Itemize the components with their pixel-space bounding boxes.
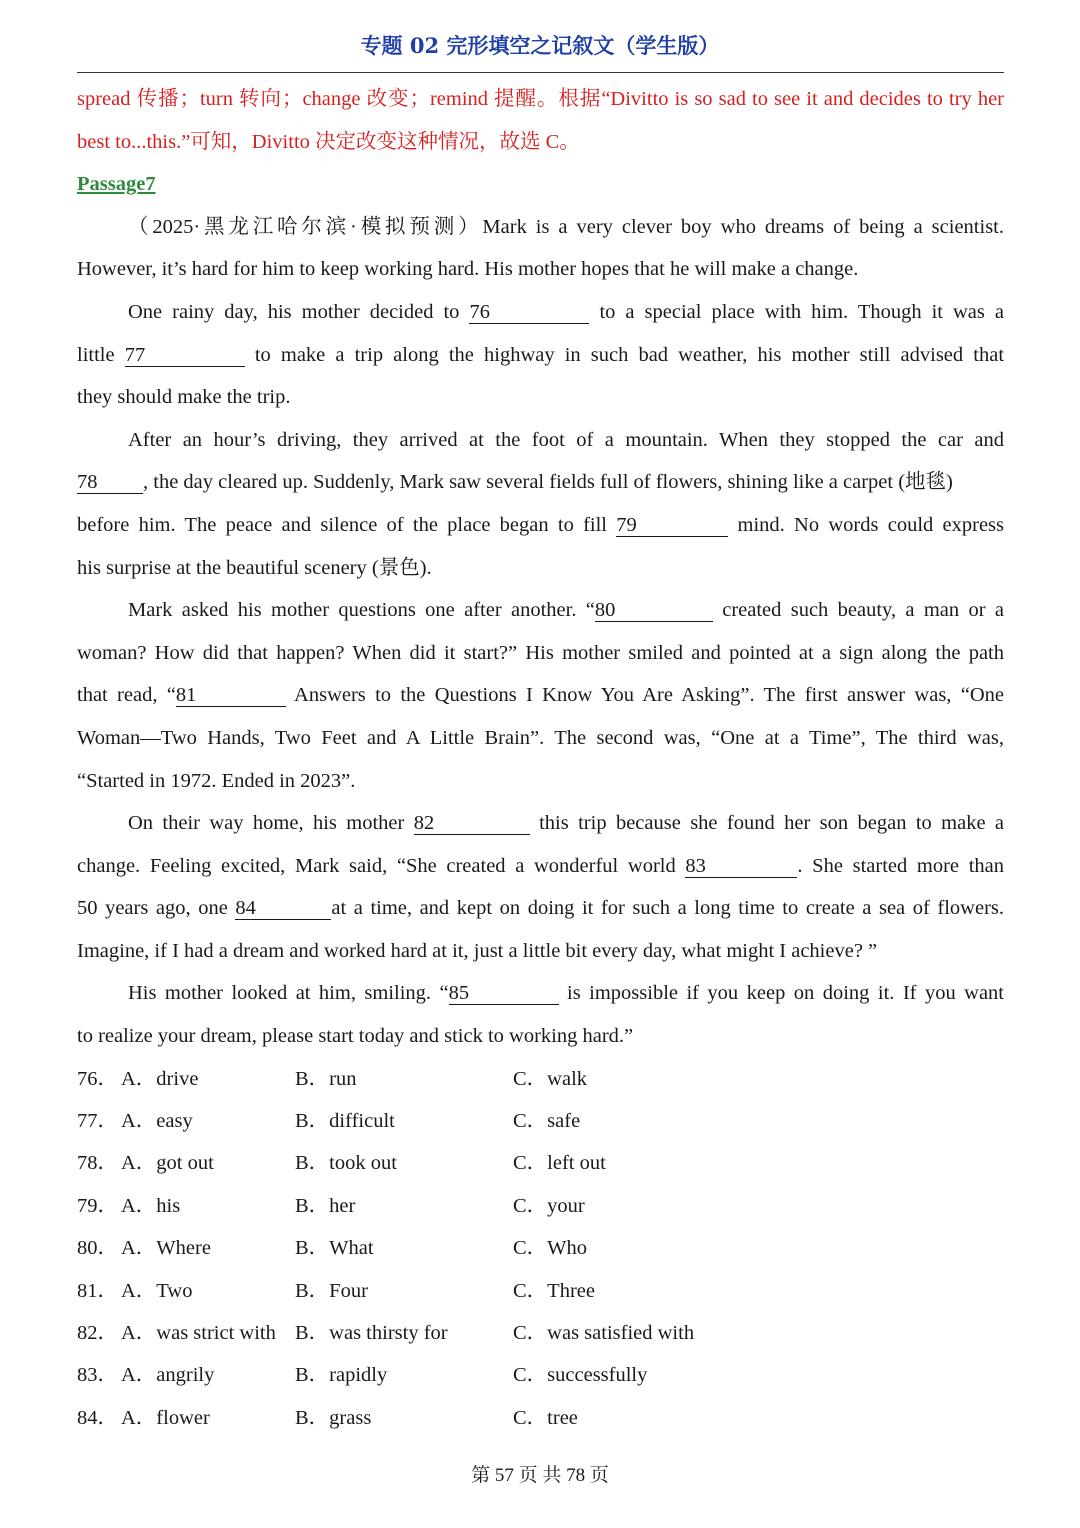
paragraph-5-line-2: change. Feeling excited, Mark said, “She created a wonderful world 83 . She started more than [77,854,1004,877]
option-c[interactable]: C．Who [513,1237,588,1260]
paragraph-5-line-1: On their way home, his mother 82 this trip because she found her son began to make a [128,812,1005,835]
paragraph-2-line-1: One rainy day, his mother decided to 76 to a special place with him. Though it was a [128,300,1004,323]
paragraph-4-line-3: that read, “81 Answers to the Questions I Know You Are Asking”. The first answer was, “One [77,684,1004,707]
option-row: 82． A．was strict with B．was thirsty for C．was satisfied with [77,1312,1004,1354]
paragraph-3-line-1: After an hour’s driving, they arrived at the foot of a mountain. When they stopped the car and [128,428,1004,451]
option-row: 79． A．his B．her C．your [77,1185,1004,1227]
option-a[interactable]: A．got out [121,1152,214,1175]
options-list [77,1058,1004,1440]
paragraph-3-line-4: his surprise at the beautiful scenery (景色). [77,556,432,579]
option-a[interactable]: A．was strict with [121,1322,276,1344]
blank-77[interactable]: 77 [125,344,245,367]
paragraph-4-line-4: Woman—Two Hands, Two Feet and A Little Brain”. The second was, “One at a Time”, The third was, [77,726,1004,749]
blank-81[interactable]: 81 [176,684,286,707]
option-b[interactable]: B．her [295,1194,356,1217]
option-b[interactable]: B．difficult [295,1110,395,1133]
option-row: 84． A．flower B．grass C．tree [77,1397,1004,1439]
option-a[interactable]: A．drive [121,1067,199,1090]
header-divider [77,72,1004,73]
option-a[interactable]: A．Two [121,1279,193,1302]
option-b[interactable]: B．was thirsty for [295,1322,448,1344]
option-a[interactable]: A．flower [121,1406,210,1429]
option-c[interactable]: C．your [513,1194,585,1217]
option-c[interactable]: C．successfully [513,1364,648,1387]
option-b[interactable]: B．What [295,1237,374,1260]
blank-83[interactable]: 83 [685,855,797,878]
paragraph-4-line-5: “Started in 1972. Ended in 2023”. [77,769,356,792]
paragraph-1-line-1: （2025·黑龙江哈尔滨·模拟预测）Mark is a very clever boy who dreams of being a scientist. [128,215,1004,238]
passage-label: Passage7 [77,173,156,196]
option-row: 80． A．Where B．What C．Who [77,1227,1004,1269]
option-c[interactable]: C．was satisfied with [513,1322,695,1344]
page-number: 第 57 页 共 78 页 [471,1465,609,1486]
blank-85[interactable]: 85 [449,982,559,1005]
option-row: 83． A．angrily B．rapidly C．successfully [77,1354,1004,1396]
option-a[interactable]: A．angrily [121,1364,215,1387]
option-row: 77． A．easy B．difficult C．safe [77,1100,1004,1142]
paragraph-4-line-1: Mark asked his mother questions one after another. “80 created such beauty, a man or a [128,599,1004,622]
blank-80[interactable]: 80 [595,599,713,622]
blank-79[interactable]: 79 [616,514,728,537]
option-b[interactable]: B．took out [295,1152,397,1175]
document-body [77,78,1004,1439]
paragraph-4-line-2: woman? How did that happen? When did it start?” His mother smiled and pointed at a sign along the path [77,641,1004,664]
blank-76[interactable]: 76 [469,301,589,324]
blank-82[interactable]: 82 [414,812,530,835]
page-header-title: 专题 02 完形填空之记叙文（学生版） [360,33,720,58]
blank-78[interactable]: 78 [77,471,143,494]
paragraph-1-line-2: However, it’s hard for him to keep working hard. His mother hopes that he will make a change. [77,258,859,281]
paragraph-5-line-3: 50 years ago, one 84 at a time, and kept on doing it for such a long time to create a sea of flowers. [77,897,1004,920]
option-c[interactable]: C．Three [513,1279,595,1302]
option-c[interactable]: C．safe [513,1110,581,1133]
option-row: 81． A．Two B．Four C．Three [77,1270,1004,1312]
blank-84[interactable]: 84 [235,897,331,920]
option-b[interactable]: B．rapidly [295,1364,388,1387]
paragraph-2-line-3: they should make the trip. [77,386,291,409]
paragraph-5-line-4: Imagine, if I had a dream and worked hard at it, just a little bit every day, what might I achieve? ” [77,939,878,962]
option-a[interactable]: A．easy [121,1110,193,1133]
paragraph-6-line-1: His mother looked at him, smiling. “85 is impossible if you keep on doing it. If you want [128,982,1004,1005]
option-row: 76． A．drive B．run C．walk [77,1058,1004,1100]
option-b[interactable]: B．run [295,1067,357,1090]
paragraph-3-line-3: before him. The peace and silence of the place began to fill 79 mind. No words could express [77,513,1005,536]
explanation-line-2: best to...this.”可知，Divitto 决定改变这种情况，故选 C。 [77,130,580,153]
option-c[interactable]: C．left out [513,1152,606,1175]
option-c[interactable]: C．tree [513,1406,578,1429]
option-a[interactable]: A．his [121,1194,181,1217]
option-b[interactable]: B．Four [295,1279,368,1302]
option-c[interactable]: C．walk [513,1067,588,1090]
option-row: 78． A．got out B．took out C．left out [77,1142,1004,1184]
option-b[interactable]: B．grass [295,1406,372,1429]
option-a[interactable]: A．Where [121,1237,211,1260]
paragraph-2-line-2: little 77 to make a trip along the highway in such bad weather, his mother still advised that [77,343,1005,366]
explanation-line-1: spread 传播；turn 转向；change 改变；remind 提醒。根据“Divitto is so sad to see it and decides to try her [77,88,1004,110]
paragraph-3-line-2: 78 , the day cleared up. Suddenly, Mark saw several fields full of flowers, shining like a carpet (地毯) [77,471,953,494]
paragraph-6-line-2: to realize your dream, please start today and stick to working hard.” [77,1025,634,1048]
